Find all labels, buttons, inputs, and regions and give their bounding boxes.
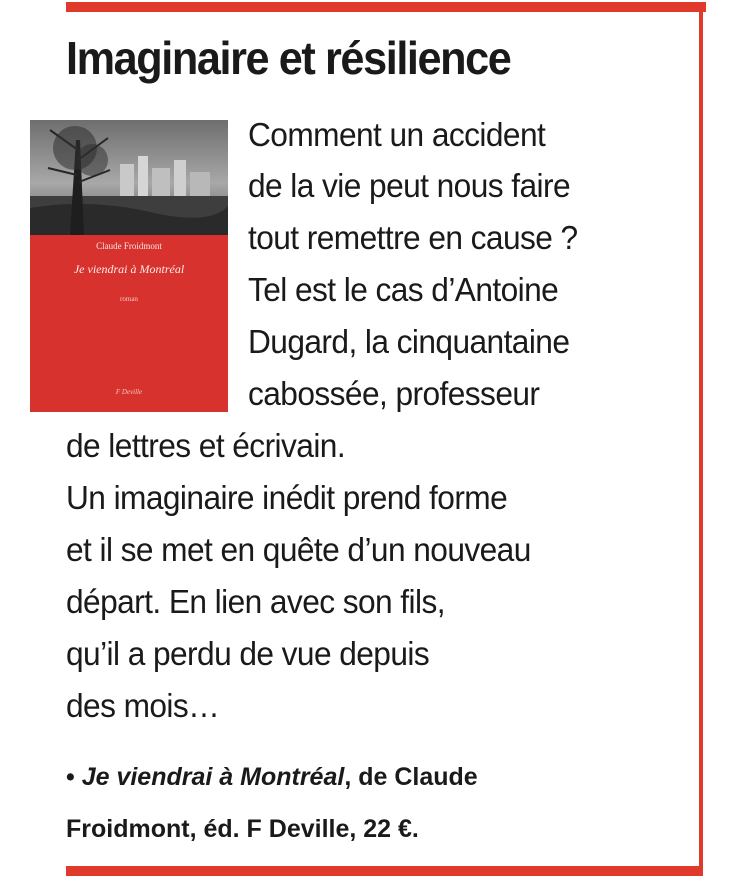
reference-bullet: •	[66, 763, 82, 791]
book-cover	[30, 120, 228, 412]
reference-book-title: Je viendrai à Montréal	[81, 763, 345, 791]
body-line: tout remettre en cause ?	[248, 219, 578, 256]
cover-title: Je viendrai à Montréal	[73, 262, 185, 276]
body-line: Comment un accident	[248, 116, 546, 153]
body-line: de la vie peut nous faire	[248, 167, 570, 204]
article-title: Imaginaire et résilience	[66, 32, 511, 84]
reference-author: , de Claude	[344, 763, 478, 791]
top-rule	[66, 2, 706, 12]
body-line: départ. En lien avec son fils,	[66, 583, 445, 620]
body-line: qu’il a perdu de vue depuis	[66, 635, 430, 672]
body-line: Tel est le cas d’Antoine	[248, 271, 559, 308]
body-line: de lettres et écrivain.	[66, 427, 346, 464]
right-rule	[699, 2, 703, 871]
body-line: Un imaginaire inédit prend forme	[66, 479, 508, 516]
cover-author: Claude Froidmont	[96, 241, 162, 251]
body-line: cabossée, professeur	[248, 375, 540, 412]
body-line: des mois…	[66, 687, 220, 724]
book-reference-line2: Froidmont, éd. F Deville, 22 €.	[66, 815, 419, 843]
body-line: et il se met en quête d’un nouveau	[66, 531, 531, 568]
cover-photo	[30, 120, 228, 235]
book-reference-line1	[66, 760, 478, 794]
cover-publisher: F Deville	[115, 388, 143, 396]
cover-genre: roman	[120, 295, 138, 303]
body-line: Dugard, la cinquantaine	[248, 323, 570, 360]
bottom-rule	[66, 866, 703, 876]
